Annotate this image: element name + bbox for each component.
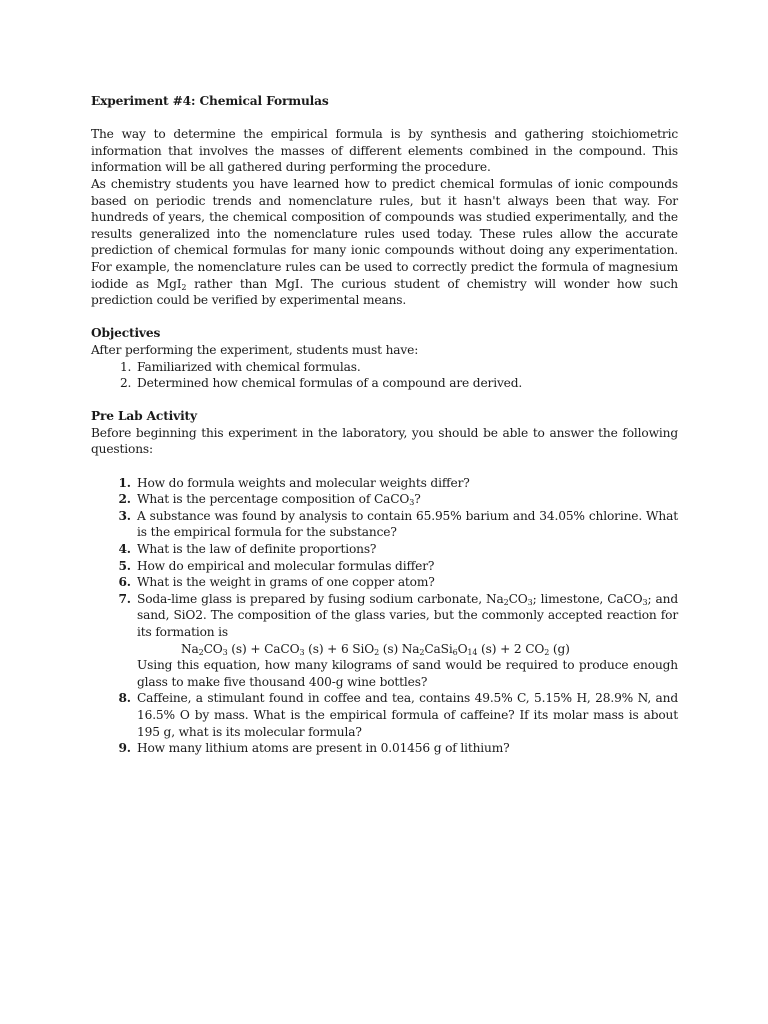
subscript: 3 (409, 498, 415, 508)
question-5: 5. How do empirical and molecular formulas differ? (135, 558, 678, 575)
eq-part: (s) + CaCO (227, 641, 300, 656)
spacer (91, 110, 678, 127)
question-text: ? (414, 492, 421, 507)
eq-part: (s) + 2 CO (477, 641, 545, 656)
question-3: 3. A substance was found by analysis to contain 65.95% barium and 34.05% chlorine. What is the empirical formula for the substance? (135, 508, 678, 541)
subscript: 3 (299, 647, 305, 657)
eq-part: Na (181, 641, 199, 656)
question-7-followup: Using this equation, how many kilograms of sand would be required to produce enough glass to make five thousand 400-g wine bottles? (137, 658, 678, 689)
subscript: 3 (222, 647, 228, 657)
question-8: 8. Caffeine, a stimulant found in coffee and tea, contains 49.5% C, 5.15% H, 28.9% N, and 16.5% O by mass. What is the empirical formula of caffeine? If its molar mass is about 195 g, what is its molecular formula? (135, 690, 678, 740)
subscript: 3 (642, 597, 648, 607)
eq-part: O (457, 641, 468, 656)
question-6: 6. What is the weight in grams of one copper atom? (135, 574, 678, 591)
intro-paragraph-2 (91, 176, 678, 309)
intro-text-b: rather than MgI. The curious student of chemistry will wonder how such prediction could be verified by experimental means. (91, 276, 678, 308)
question-1: 1. How do formula weights and molecular weights differ? (135, 475, 678, 492)
question-7 (135, 591, 678, 691)
subscript: 2 (544, 647, 550, 657)
question-2 (135, 491, 678, 508)
question-text: CO (508, 591, 528, 606)
question-text: ; and sand, SiO2. The composition of the glass varies, but the commonly accepted reaction for its formation is (137, 591, 678, 639)
objective-item: 2. Determined how chemical formulas of a compound are derived. (135, 375, 678, 392)
eq-part: (s) Na (379, 641, 420, 656)
intro-text-a: As chemistry students you have learned how to predict chemical formulas of ionic compounds based on periodic trends and nomenclature rules, but it hasn't always been that way. For hundreds of years, the chemical composition of compounds was studied experimentally, and the results generalized into the nomenclature rules used today. These rules allow the accurate prediction of chemical formulas for many ionic compounds without doing any experimentation. For example, the nomenclature rules can be used to correctly predict the formula of magnesium iodide as MgI (91, 176, 678, 291)
objectives-lead: After performing the experiment, students must have: (91, 342, 419, 357)
spacer (91, 458, 678, 475)
spacer (91, 392, 678, 409)
subscript: 6 (452, 647, 458, 657)
question-text: Soda-lime glass is prepared by fusing sodium carbonate, Na (137, 591, 504, 606)
eq-part: (g) (549, 641, 570, 656)
intro-paragraph-1: The way to determine the empirical formula is by synthesis and gathering stoichiometric information that involves the masses of different elements combined in the compound. This information will be all gathered during performing the procedure. (91, 127, 678, 175)
prelab-lead: Before beginning this experiment in the laboratory, you should be able to answer the following questions: (91, 425, 678, 457)
document-title: Experiment #4: Chemical Formulas (91, 94, 329, 108)
objectives-list (91, 359, 678, 392)
eq-part: (s) + 6 SiO (304, 641, 375, 656)
subscript: 14 (467, 647, 478, 657)
question-text: What is the percentage composition of CaCO (137, 492, 410, 507)
question-9: 9. How many lithium atoms are present in 0.01456 g of lithium? (135, 740, 678, 757)
subscript: 2 (374, 647, 380, 657)
prelab-heading: Pre Lab Activity (91, 409, 197, 424)
eq-part: CaSi (424, 641, 453, 656)
question-text: ; limestone, CaCO (532, 591, 643, 606)
objective-item: 1. Familiarized with chemical formulas. (135, 359, 678, 376)
reaction-equation (137, 641, 678, 658)
subscript: 2 (419, 647, 425, 657)
page-content (91, 93, 678, 757)
objectives-heading: Objectives (91, 326, 161, 341)
subscript: 3 (527, 597, 533, 607)
subscript: 2 (503, 597, 509, 607)
spacer (91, 309, 678, 326)
eq-part: CO (203, 641, 223, 656)
question-list (91, 475, 678, 757)
question-4: 4. What is the law of definite proportions? (135, 541, 678, 558)
subscript: 2 (181, 282, 187, 292)
subscript: 2 (198, 647, 204, 657)
